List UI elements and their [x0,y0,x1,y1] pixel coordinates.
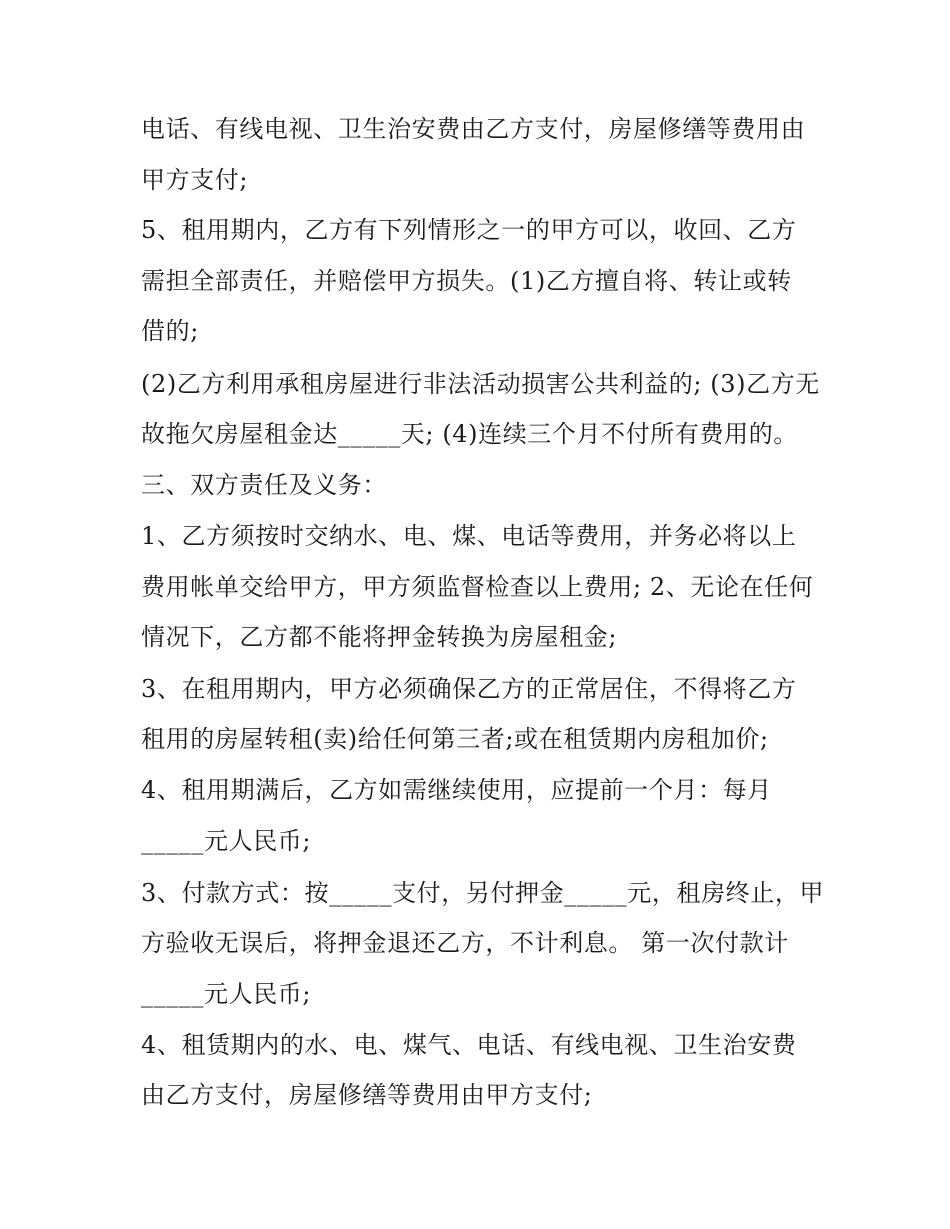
text-line: 4、租用期满后，乙方如需继续使用，应提前一个月：每月 [141,776,772,804]
section-heading: 三、双方责任及义务： [141,471,387,499]
text-line: 情况下，乙方都不能将押金转换为房屋租金; [141,623,618,651]
text-line: 需担全部责任，并赔偿甲方损失。(1)乙方擅自将、转让或转 [141,267,792,295]
text-line: 甲方支付; [141,166,249,194]
text-line: _____元人民币; [141,827,312,855]
text-line: 4、租赁期内的水、电、煤气、电话、有线电视、卫生治安费 [141,1031,797,1059]
text-line: (2)乙方利用承租房屋进行非法活动损害公共利益的; (3)乙方无 [141,370,820,398]
text-line: 费用帐单交给甲方，甲方须监督检查以上费用; 2、无论在任何 [141,573,814,601]
text-line: 3、在租用期内，甲方必须确保乙方的正常居住，不得将乙方 [141,675,797,703]
text-line: 由乙方支付，房屋修缮等费用由甲方支付; [141,1081,593,1109]
text-line: 3、付款方式：按_____支付，另付押金_____元，租房终止，甲 [141,879,825,907]
text-line: 方验收无误后，将押金退还乙方，不计利息。 第一次付款计 [141,929,789,957]
text-line: 1、乙方须按时交纳水、电、煤、电话等费用，并务必将以上 [141,522,797,550]
text-line: 租用的房屋转租(卖)给任何第三者;或在租赁期内房租加价; [141,725,769,753]
text-line: _____元人民币; [141,980,312,1008]
text-line: 借的; [141,317,199,345]
text-line: 电话、有线电视、卫生治安费由乙方支付，房屋修缮等费用由 [141,115,806,143]
text-line: 故拖欠房屋租金达_____天; (4)连续三个月不付所有费用的。 [141,420,798,448]
text-line: 5、租用期内，乙方有下列情形之一的甲方可以，收回、乙方 [141,216,797,244]
